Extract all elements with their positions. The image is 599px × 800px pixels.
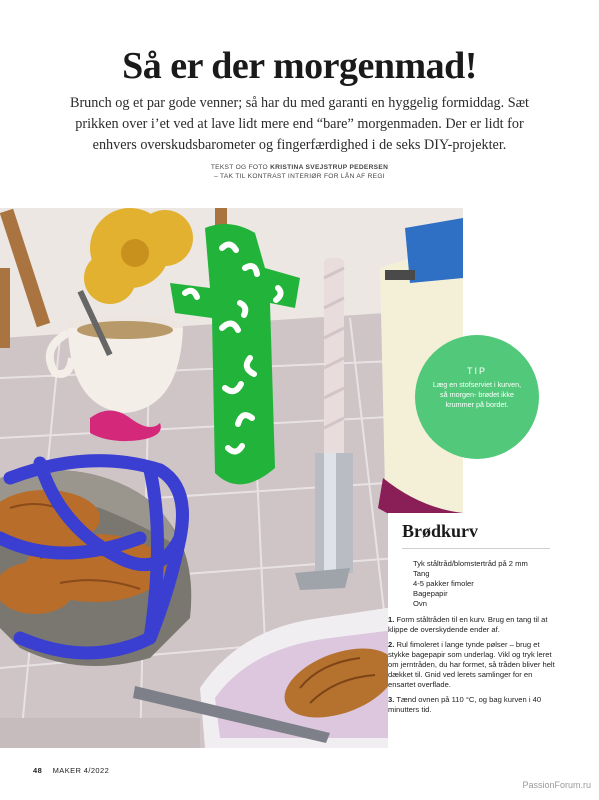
credits-author: KRISTINA SVEJSTRUP PEDERSEN — [270, 164, 389, 171]
material-item: Ovn — [413, 599, 427, 608]
credits-prefix: TEKST OG FOTO — [210, 164, 268, 171]
issue-number: 4/2022 — [83, 766, 110, 775]
credits — [0, 163, 599, 181]
step-item — [388, 615, 556, 635]
instructions-box — [388, 513, 558, 753]
material-item: 4-5 pakker fimoler — [413, 579, 474, 588]
credits-thanks: – TAK TIL KONTRAST INTERIØR FOR LÅN AF REGI — [214, 173, 385, 180]
step-item — [388, 695, 556, 715]
tip-text: Læg en stofserviet i kurven, så morgen- brødet ikke krummer på bordet. — [432, 380, 522, 409]
step-number: 2. — [388, 640, 395, 649]
magazine-name: MAKER — [52, 766, 82, 775]
step-number: 1. — [388, 615, 395, 624]
lead-paragraph: Brunch og et par gode venner; så har du med garanti en hyggelig formiddag. Sæt prikken over i’et ved at lave lidt mere end “bare” morgenmaden. Der er lidt for enhvers overskudsbarometer og fingerfærdighed i de seks DIY-projekter. — [69, 95, 529, 153]
page-number: 48 — [33, 766, 43, 775]
materials-list — [413, 559, 528, 609]
material-item: Tang — [413, 569, 430, 578]
tip-badge — [415, 335, 539, 459]
box-title: Brødkurv — [402, 521, 479, 541]
material-item: Tyk ståltråd/blomstertråd på 2 mm — [413, 559, 528, 568]
tip-title: TIP — [466, 366, 487, 376]
page-footer — [33, 766, 109, 775]
material-item: Bagepapir — [413, 589, 448, 598]
steps-list — [388, 615, 556, 720]
watermark: PassionForum.ru — [522, 780, 591, 790]
page-title: Så er der morgenmad! — [122, 45, 477, 87]
step-item — [388, 640, 556, 690]
step-number: 3. — [388, 695, 395, 704]
step-text: Rul fimoleret i lange tynde pølser – brug et stykke bagepapir som underlag. Vikl og tryk leret om jerntråden, du har formet, så tråden bliver helt dækket til. Gnid ved lerets samlinger for en ensartet overflade. — [388, 640, 555, 689]
step-text: Tænd ovnen på 110 °C, og bag kurven i 40 minutters tid. — [388, 695, 542, 714]
box-divider — [402, 548, 550, 549]
step-text: Form ståltråden til en kurv. Brug en tang til at klippe de overskydende ender af. — [388, 615, 548, 634]
